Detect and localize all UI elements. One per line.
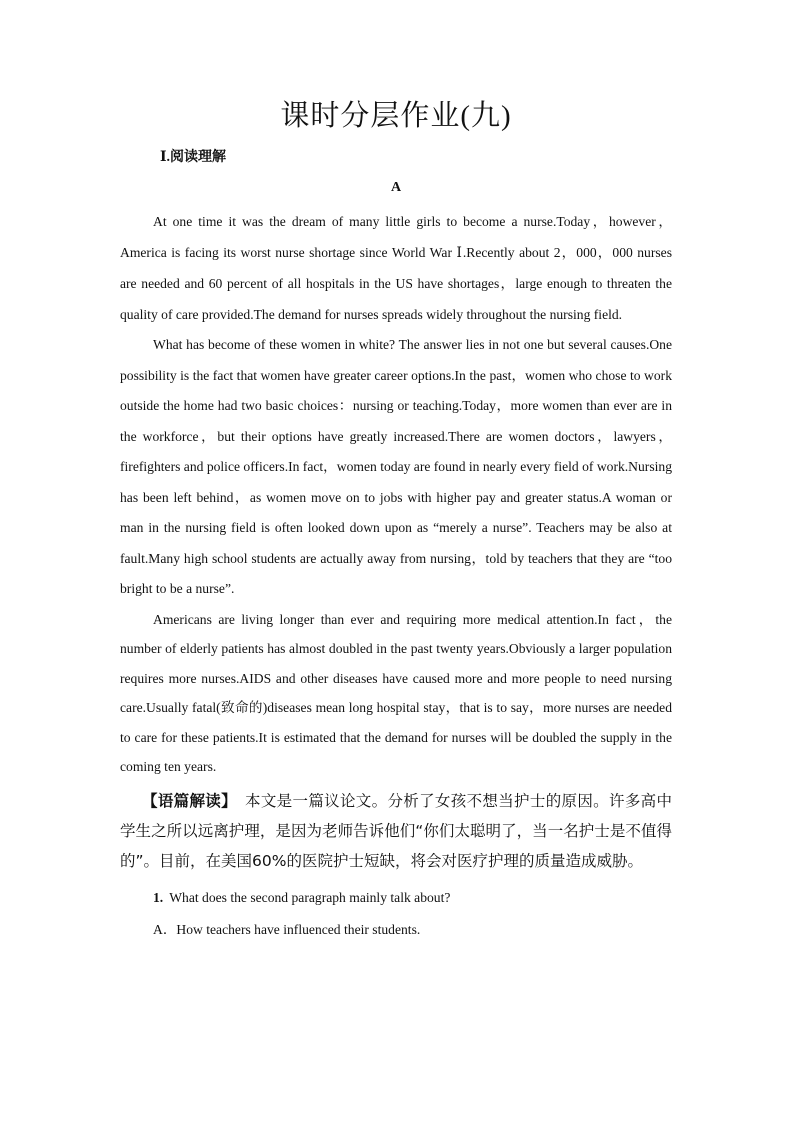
option-letter: A． bbox=[153, 921, 177, 937]
analysis-text: 本文是一篇议论文。分析了女孩不想当护士的原因。许多高中学生之所以远离护理，是因为老师告诉他们“你们太聪明了，当一名护士是不值得的”。目前，在美国60%的医院护士短缺，将会对医疗护理的质量造成威胁。 bbox=[120, 791, 672, 870]
section-heading: Ⅰ.阅读理解 bbox=[160, 150, 227, 165]
question-1 bbox=[153, 882, 672, 914]
discourse-analysis bbox=[120, 786, 672, 876]
option-a bbox=[153, 914, 672, 946]
passage-label: A bbox=[390, 180, 402, 195]
question-text: What does the second paragraph mainly talk about? bbox=[169, 889, 451, 905]
passage-paragraph-2: What has become of these women in white? The answer lies in not one but several causes.One possibility is the fact that women have greater career options.In the past，women who chose to work outside the home had two basic choices：nursing or teaching.Today，more women than ever are in the workforce，but their options have greatly increased.There are women doctors，lawyers，firefighters and police officers.In fact，women today are found in nearly every field of work.Nursing has been left behind，as women move on to jobs with higher pay and greater status.A woman or man in the nursing field is often looked down upon as “merely a nurse”. Teachers may be also at fault.Many high school students are actually away from nursing，told by teachers that they are “too bright to be a nurse”. bbox=[120, 337, 672, 596]
analysis-tag: 【语篇解读】 bbox=[142, 791, 230, 810]
option-text: How teachers have influenced their students. bbox=[176, 921, 421, 937]
document-page bbox=[120, 96, 672, 946]
passage-paragraph-1: At one time it was the dream of many little girls to become a nurse.Today，however，America is facing its worst nurse shortage since World War Ⅰ.Recently about 2，000，000 nurses are needed and 60 percent of all hospitals in the US have shortages，large enough to threaten the quality of care provided.The demand for nurses spreads widely throughout the nursing field. bbox=[120, 214, 672, 322]
question-number: 1. bbox=[153, 889, 164, 905]
page-title: 课时分层作业(九) bbox=[280, 100, 512, 132]
passage-paragraph-3: Americans are living longer than ever and requiring more medical attention.In fact，the number of elderly patients has almost doubled in the past twenty years.Obviously a larger population requires more nurses.AIDS and other diseases have caused more and more people to need nursing care.Usually fatal(致命的)diseases mean long hospital stay，that is to say，more nurses are needed to care for these patients.It is estimated that the demand for nurses will be doubled the supply in the coming ten years. bbox=[120, 611, 672, 774]
